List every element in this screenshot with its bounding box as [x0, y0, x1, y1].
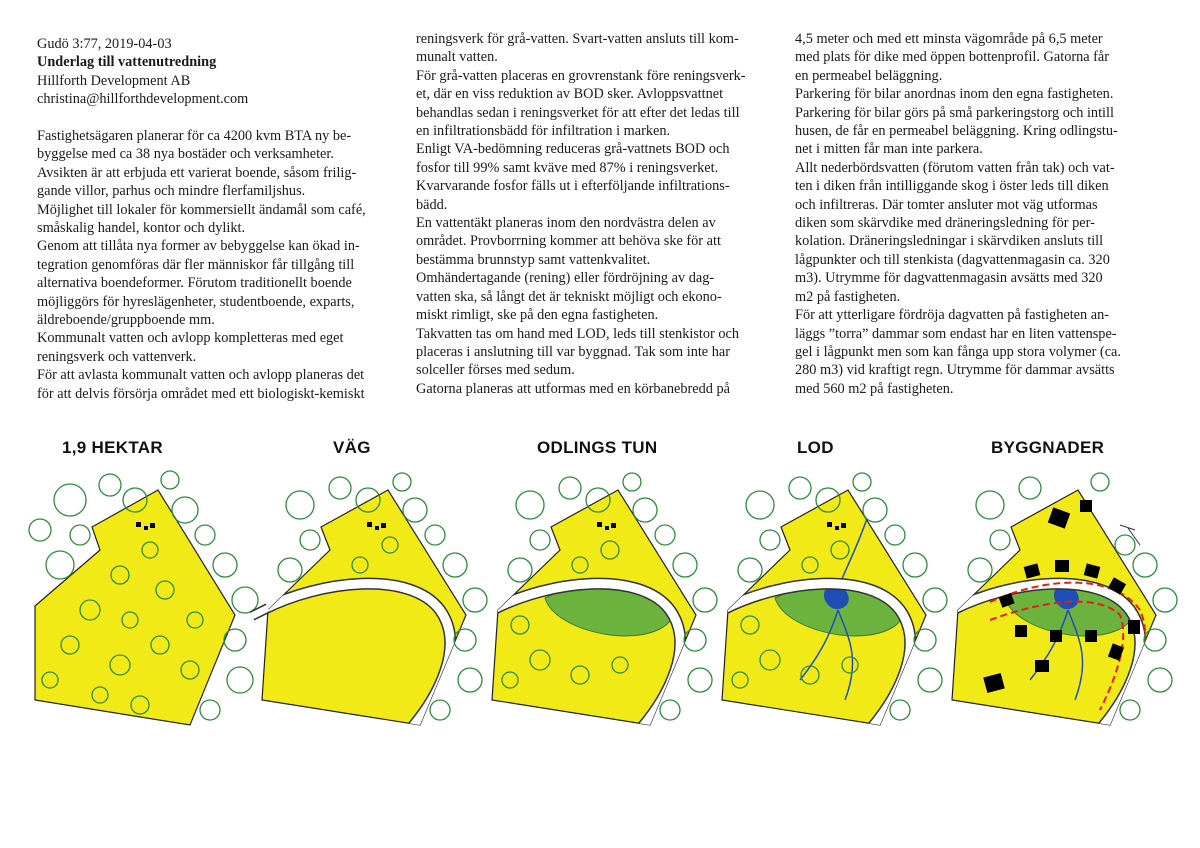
company-name: Hillforth Development AB — [37, 72, 191, 89]
panel-title-lod: LOD — [797, 438, 834, 457]
column-1-line: tegration genomföras där fler människor får tillgång till — [37, 256, 355, 273]
column-3-line: 280 m3) vid kraftigt regn. Utrymme för dammar avsätts — [795, 362, 1115, 379]
column-2-line: munalt vatten. — [416, 49, 498, 66]
column-1-line: äldreboende/gruppboende mm. — [37, 312, 215, 329]
column-1-line: Möjlighet till lokaler för kommersiellt ändamål som café, — [37, 201, 366, 218]
column-2-line: Kvarvarande fosfor fälls ut i efterföljande infiltrations- — [416, 178, 730, 195]
column-1-line: småskalig handel, kontor och dylikt. — [37, 220, 246, 237]
column-1-line: Avsikten är att erbjuda ett varierat boende, såsom frilig- — [37, 164, 357, 181]
column-2-line: Enligt VA-bedömning reduceras grå-vattnets BOD och — [416, 141, 730, 158]
column-1-line: för att delvis försörja området med ett biologiskt-kemiskt — [37, 385, 365, 402]
column-3-line: en permeabel beläggning. — [795, 67, 943, 84]
column-3-line: och infiltreras. Där tomter ansluter mot väg utformas — [795, 196, 1098, 213]
farm-yard-plan — [492, 473, 717, 730]
column-2-line: Omhändertagande (rening) eller fördröjning av dag- — [416, 270, 715, 287]
column-3-line: med 560 m2 på fastigheten. — [795, 380, 954, 397]
column-2-line: behandlas sedan i reningsverket för att efter det ledas till — [416, 104, 740, 121]
column-2-line: Takvatten tas om hand med LOD, leds till stenkistor och — [416, 325, 739, 342]
column-2-line: reningsverk för grå-vatten. Svart-vatten ansluts till kom- — [416, 31, 739, 47]
column-2-line: bestämma brunnstyp samt vattenkvalitet. — [416, 251, 651, 268]
column-3-line: m3). Utrymme för dagvattenmagasin avsätts med 320 — [795, 270, 1103, 287]
column-2-line: fosfor till 99% samt kväve med 87% i reningsverket. — [416, 159, 719, 176]
column-3-line: m2 på fastigheten. — [795, 288, 901, 305]
column-3-line: läggs ”torra” dammar som endast har en liten vattenspe- — [795, 325, 1117, 342]
column-1-line: Genom att tillåta nya former av bebyggelse kan ökad in- — [37, 238, 360, 255]
site-area-plan — [29, 471, 258, 725]
document-reference: Gudö 3:77, 2019-04-03 — [37, 36, 172, 52]
panel-title-area: 1,9 HEKTAR — [62, 438, 163, 457]
column-2-line: placeras i anslutning till var byggnad. Tak som inte har — [416, 343, 730, 360]
column-3-line: med plats för dike med öppen bottenprofil. Gatorna får — [795, 49, 1110, 66]
column-3-line: net i mitten får man inte parkera. — [795, 141, 983, 158]
column-1-line: möjliggörs för hyreslägenheter, studentboende, exparts, — [37, 293, 355, 310]
road-plan — [252, 473, 487, 730]
column-3-line: Parkering för bilar görs på små parkeringstorg och intill — [795, 104, 1114, 121]
column-1-line: reningsverk och vattenverk. — [37, 348, 197, 365]
column-1-line: alternativa boendeformer. Förutom traditionellt boende — [37, 275, 352, 292]
column-2-line: För grå-vatten placeras en grovrenstank före reningsverk- — [416, 67, 746, 84]
document-title: Underlag till vattenutredning — [37, 54, 217, 71]
buildings-plan — [952, 473, 1177, 730]
column-1-line: gande villor, parhus och mindre flerfamiljshus. — [37, 183, 306, 200]
column-3-line: husen, de får en permeabel beläggning. Kring odlingstu- — [795, 123, 1118, 140]
body-text-column-2 — [416, 30, 788, 398]
column-1-line: För att avlasta kommunalt vatten och avlopp planeras det — [37, 367, 365, 384]
column-2-line: solceller förses med sedum. — [416, 362, 575, 379]
contact-email[interactable]: christina@hillforthdevelopment.com — [37, 91, 249, 108]
panel-title-buildings: BYGGNADER — [991, 438, 1105, 457]
column-3-line: diken som skärvdike med dräneringsledning för per- — [795, 215, 1095, 232]
column-3-line: kolation. Dräneringsledningar i skärvdiken ansluts till — [795, 233, 1104, 250]
column-3-line: För att ytterligare fördröja dagvatten på fastigheten an- — [795, 307, 1110, 324]
panel-title-road: VÄG — [333, 438, 371, 457]
column-2-line: Gatorna planeras att utformas med en körbanebredd på — [416, 380, 731, 397]
column-3-line: lågpunkter och till stenkista (dagvattenmagasin ca. 320 — [795, 251, 1110, 268]
column-2-line: en infiltrationsbädd för infiltration i marken. — [416, 123, 671, 140]
body-text-column-1 — [37, 127, 409, 403]
body-text-column-3 — [795, 30, 1167, 398]
column-2-line: et, där en viss reduktion av BOD sker. Avloppsvattnet — [416, 86, 724, 103]
column-2-line: bädd. — [416, 196, 448, 213]
column-1-line: Kommunalt vatten och avlopp kompletteras med eget — [37, 330, 344, 347]
column-2-line: En vattentäkt planeras inom den nordvästra delen av — [416, 215, 716, 232]
column-3-line: gel i lågpunkt men som kan fånga upp stora volymer (ca. — [795, 343, 1121, 360]
column-3-line: 4,5 meter och med ett minsta vägområde på 6,5 meter — [795, 31, 1103, 47]
intro-column — [37, 35, 409, 403]
column-1-line: byggelse med ca 38 nya bostäder och verksamheter. — [37, 146, 334, 163]
site-plan-diagrams — [0, 470, 1200, 800]
column-1-line: Fastighetsägaren planerar för ca 4200 kvm BTA ny be- — [37, 128, 352, 145]
column-3-line: Parkering för bilar anordnas inom den egna fastigheten. — [795, 86, 1114, 103]
column-2-line: området. Provborrning kommer att behöva ske för att — [416, 233, 721, 250]
stormwater-plan — [722, 473, 947, 730]
column-3-line: Allt nederbördsvatten (förutom vatten från tak) och vat- — [795, 159, 1115, 176]
panel-title-farmyard: ODLINGS TUN — [537, 438, 658, 457]
column-2-line: miskt rimligt, ske på den egna fastigheten. — [416, 307, 659, 324]
column-2-line: vatten ska, så långt det är tekniskt möjligt och ekono- — [416, 288, 722, 305]
column-3-line: ten i diken från intilliggande skog i öster leds till diken — [795, 178, 1109, 195]
